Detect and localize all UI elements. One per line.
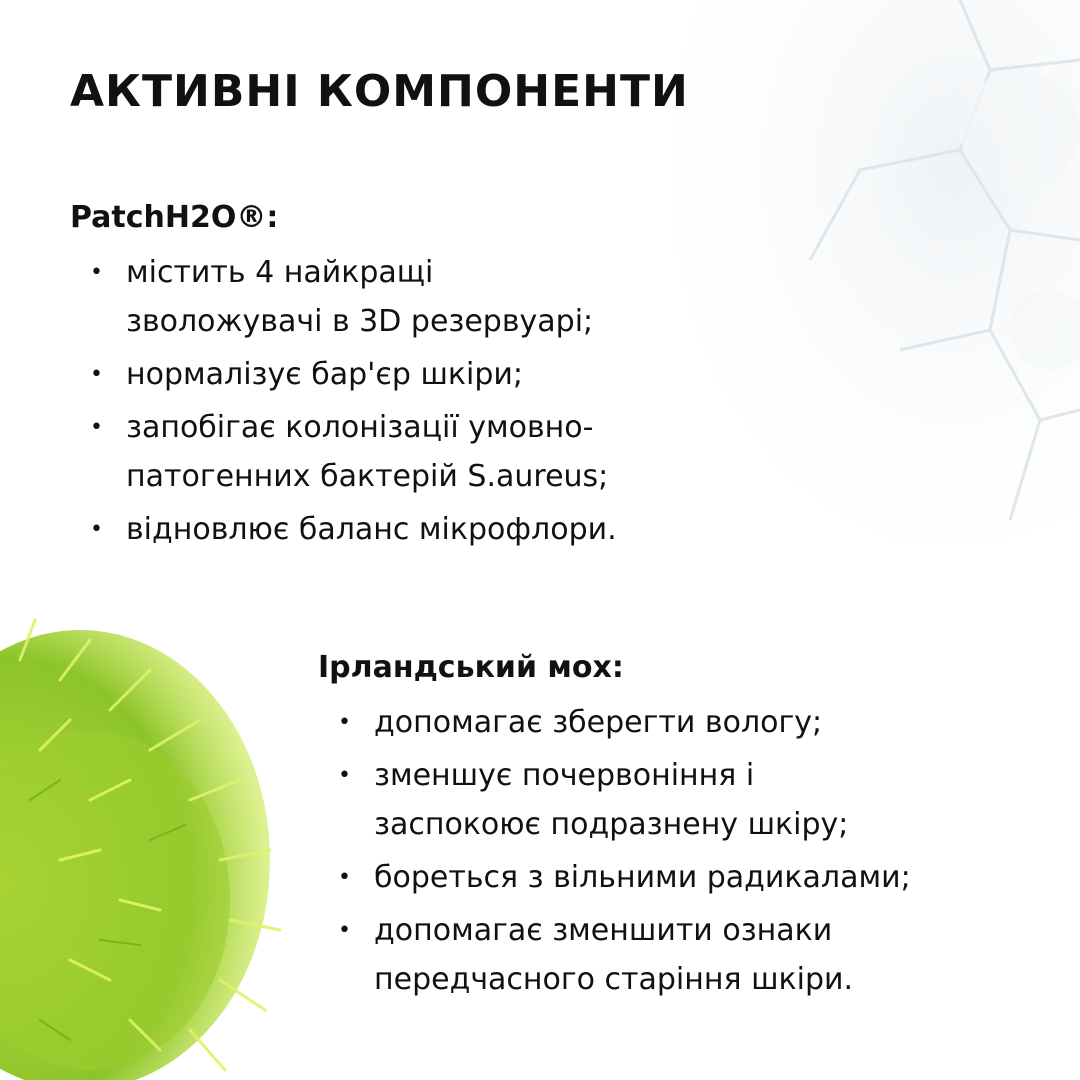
bullet-icon: •	[90, 362, 103, 387]
item-text: зменшує почервоніння і	[374, 758, 755, 793]
patch-list	[70, 248, 970, 554]
item-text: патогенних бактерій S.aureus;	[126, 459, 609, 494]
page-title: АКТИВНІ КОМПОНЕНТИ	[70, 66, 689, 117]
list-item	[70, 505, 970, 554]
item-text: відновлює баланс мікрофлори.	[126, 512, 617, 547]
item-text: бореться з вільними радикалами;	[374, 860, 911, 895]
patch-section	[70, 196, 970, 558]
bullet-icon: •	[338, 865, 351, 890]
item-text: заспокоює подразнену шкіру;	[374, 807, 849, 842]
list-item	[70, 403, 970, 501]
list-item	[70, 350, 970, 399]
bullet-icon: •	[338, 763, 351, 788]
list-item	[318, 751, 1058, 849]
bullet-icon: •	[90, 415, 103, 440]
item-text: допомагає зменшити ознаки	[374, 913, 833, 948]
moss-image	[0, 600, 300, 1080]
list-item	[70, 248, 970, 346]
patch-heading: PatchH2O®:	[70, 200, 279, 235]
item-text: запобігає колонізації умовно-	[126, 410, 594, 445]
moss-list	[318, 698, 1058, 1004]
bullet-icon: •	[338, 918, 351, 943]
bullet-icon: •	[90, 260, 103, 285]
bullet-icon: •	[90, 517, 103, 542]
item-text: нормалізує бар'єр шкіри;	[126, 357, 524, 392]
item-text: зволожувачі в 3D резервуарі;	[126, 304, 594, 339]
list-item	[318, 698, 1058, 747]
item-text: допомагає зберегти вологу;	[374, 705, 823, 740]
bullet-icon: •	[338, 710, 351, 735]
moss-heading: Ірландський мох:	[318, 650, 624, 685]
moss-section	[318, 646, 1058, 1008]
item-text: передчасного старіння шкіри.	[374, 962, 854, 997]
list-item	[318, 906, 1058, 1004]
list-item	[318, 853, 1058, 902]
item-text: містить 4 найкращі	[126, 255, 434, 290]
